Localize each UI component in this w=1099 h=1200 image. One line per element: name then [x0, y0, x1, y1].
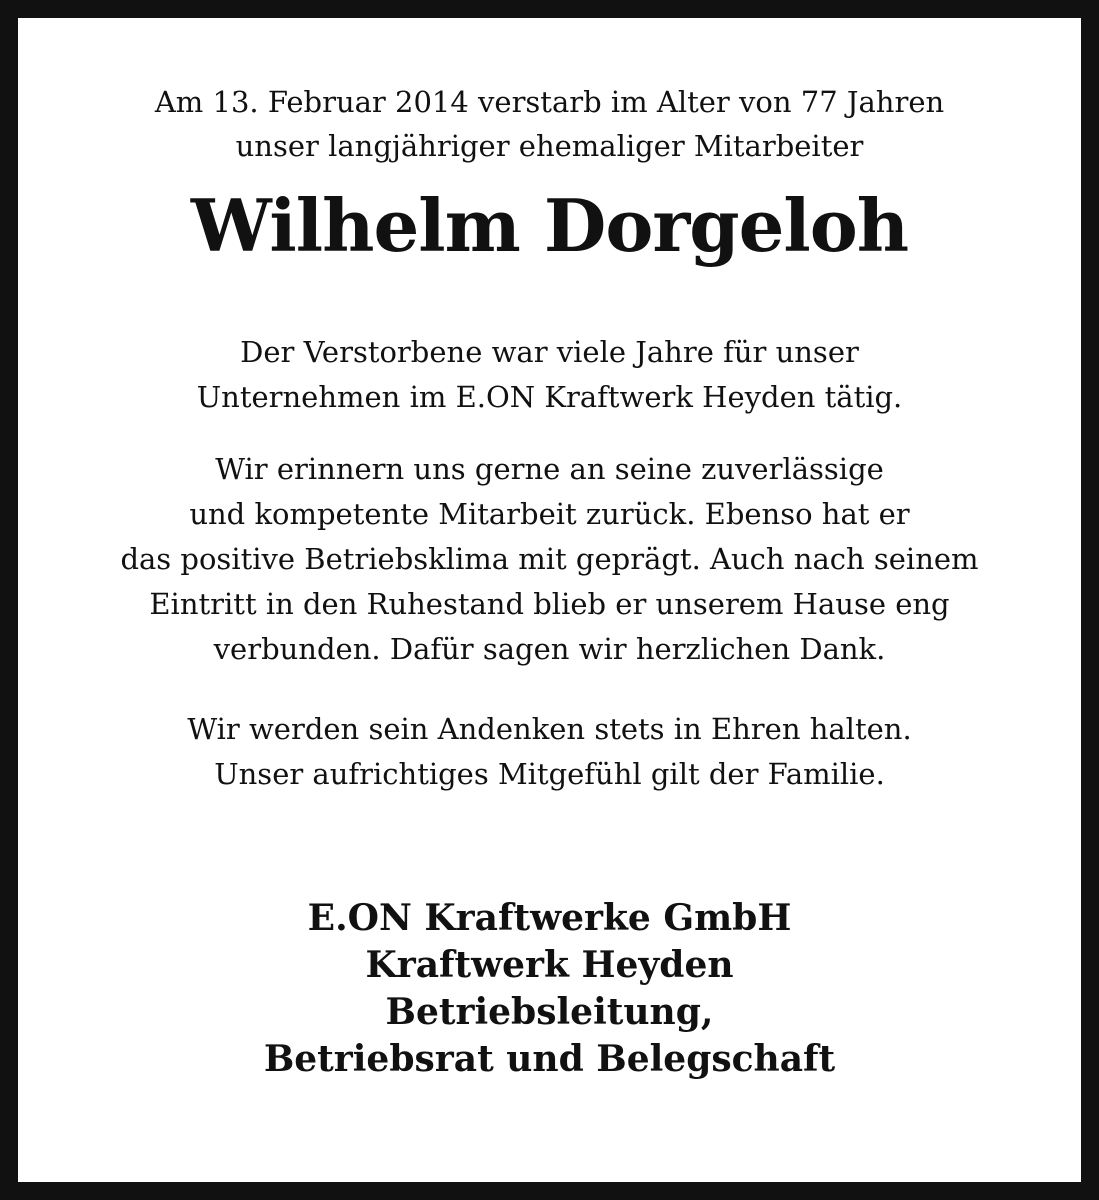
signature-plant: Kraftwerk Heyden — [365, 944, 734, 986]
obituary-notice — [18, 18, 1081, 1182]
signature-management: Betriebsleitung, — [385, 991, 714, 1033]
paragraph-line: das positive Betriebsklima mit geprägt. Auch nach seinem — [120, 542, 979, 576]
paragraph-condolence — [18, 707, 1081, 797]
paragraph-remembrance — [18, 447, 1081, 672]
paragraph-line: und kompetente Mitarbeit zurück. Ebenso hat er — [189, 497, 910, 531]
signature-block — [18, 895, 1081, 1083]
paragraph-line: Wir erinnern uns gerne an seine zuverlässige — [215, 452, 884, 486]
intro-line: unser langjähriger ehemaliger Mitarbeiter — [235, 129, 864, 163]
signature-staff: Betriebsrat und Belegschaft — [263, 1038, 836, 1080]
paragraph-line: Unternehmen im E.ON Kraftwerk Heyden tätig. — [196, 380, 903, 414]
intro-text — [18, 80, 1081, 168]
paragraph-employment — [18, 330, 1081, 420]
deceased-name: Wilhelm Dorgeloh — [190, 183, 909, 268]
intro-line: Am 13. Februar 2014 verstarb im Alter von 77 Jahren — [154, 85, 945, 119]
paragraph-line: verbunden. Dafür sagen wir herzlichen Dank. — [213, 632, 886, 666]
paragraph-line: Wir werden sein Andenken stets in Ehren halten. — [187, 712, 912, 746]
paragraph-line: Eintritt in den Ruhestand blieb er unserem Hause eng — [149, 587, 950, 621]
signature-company: E.ON Kraftwerke GmbH — [307, 897, 792, 939]
paragraph-line: Unser aufrichtiges Mitgefühl gilt der Familie. — [214, 757, 885, 791]
paragraph-line: Der Verstorbene war viele Jahre für unser — [240, 335, 859, 369]
